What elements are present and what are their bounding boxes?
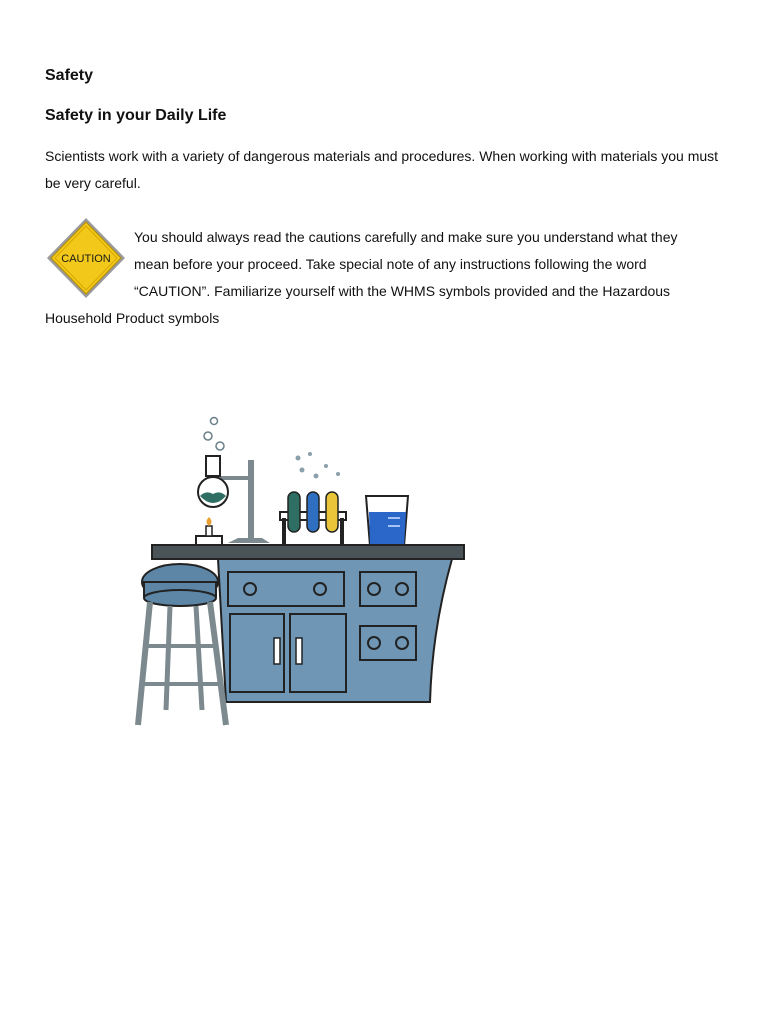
caution-paragraph bbox=[45, 224, 695, 332]
test-tube-green bbox=[288, 492, 300, 532]
caution-paragraph-text: You should always read the cautions carefully and make sure you understand what they mean before your proceed. Take special note of any instructions following the word “CAUTION”. Familiarize yourself with the WHMS symbols provided and the Hazardous Household Product symbols bbox=[45, 229, 678, 326]
page-title: Safety bbox=[45, 67, 94, 84]
science-lab-bench-icon bbox=[130, 410, 470, 760]
beaker-liquid bbox=[369, 512, 406, 546]
intro-paragraph: Scientists work with a variety of dangerous materials and procedures. When working with materials you must be very careful. bbox=[45, 148, 719, 191]
test-tube-blue bbox=[307, 492, 319, 532]
caution-sign-label: CAUTION bbox=[61, 253, 111, 265]
test-tube-yellow bbox=[326, 492, 338, 532]
section-heading: Safety in your Daily Life bbox=[45, 107, 227, 124]
